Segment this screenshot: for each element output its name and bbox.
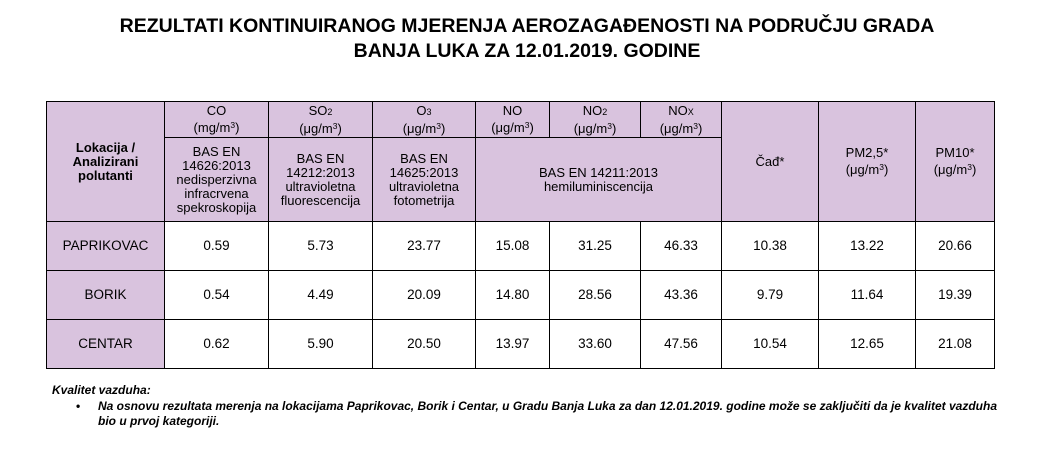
col-name: SO — [308, 102, 328, 118]
col-unit-sup: 3 — [879, 162, 884, 172]
value-cell: 28.56 — [550, 271, 641, 320]
method-line: fotometrija — [393, 192, 455, 208]
value-cell: 13.97 — [476, 320, 550, 369]
method-so2 — [269, 138, 373, 222]
col-unit: (μg/m — [933, 162, 968, 177]
value-cell: 20.66 — [916, 222, 995, 271]
value-cell: 5.73 — [269, 222, 373, 271]
value-cell: 21.08 — [916, 320, 995, 369]
col-header-nox — [641, 102, 722, 138]
value-cell: 33.60 — [550, 320, 641, 369]
value-cell: 11.64 — [819, 271, 916, 320]
method-line: 14625:2013 — [389, 164, 459, 180]
title-line-2: BANJA LUKA ZA 12.01.2019. GODINE — [353, 40, 701, 62]
col-unit-end: ) — [883, 162, 889, 177]
value-cell: 15.08 — [476, 222, 550, 271]
col-unit-sup: 3 — [607, 120, 612, 131]
col-name-sub: 2 — [327, 106, 333, 117]
value-cell: 0.59 — [165, 222, 269, 271]
col-unit-sup: 3 — [524, 120, 530, 130]
col-name: PM2,5* — [845, 145, 889, 160]
value-cell: 20.09 — [373, 271, 476, 320]
col-name-sub: X — [687, 106, 694, 117]
col-unit: (μg/m — [491, 120, 525, 135]
location-cell: PAPRIKOVAC — [47, 222, 165, 271]
col-header-pm25 — [819, 102, 916, 222]
col-unit-end: ) — [337, 120, 342, 136]
table-row — [47, 271, 995, 320]
col-name: O — [416, 102, 427, 118]
method-nox — [476, 138, 722, 222]
col-unit-sup: 3 — [332, 120, 338, 131]
col-unit-sup: 3 — [693, 120, 698, 131]
col-unit-sup: 3 — [436, 120, 441, 131]
col-unit: (μg/m — [299, 120, 333, 136]
title-line-1: REZULTATI KONTINUIRANOG MJERENJA AEROZAGAĐENOSTI NA PODRUČJU GRADA — [119, 15, 935, 37]
value-cell: 46.33 — [641, 222, 722, 271]
method-line: infracrvena — [184, 185, 249, 201]
col-name: PM10* — [935, 145, 975, 160]
col-header-pm10 — [916, 102, 995, 222]
value-cell: 19.39 — [916, 271, 995, 320]
value-cell: 20.50 — [373, 320, 476, 369]
col-name: CO — [206, 103, 227, 118]
page-title — [40, 14, 1014, 64]
corner-header — [47, 102, 165, 222]
value-cell: 10.54 — [722, 320, 819, 369]
corner-line: polutanti — [78, 167, 133, 183]
method-line: BAS EN 14211:2013 — [538, 164, 658, 180]
col-header-o3 — [373, 102, 476, 138]
col-header-co — [165, 102, 269, 138]
location-cell: BORIK — [47, 271, 165, 320]
value-cell: 0.62 — [165, 320, 269, 369]
measurement-table — [46, 101, 995, 369]
col-unit-end: ) — [971, 162, 977, 177]
col-unit: (μg/m — [845, 162, 880, 177]
value-cell: 0.54 — [165, 271, 269, 320]
method-line: ultravioletna — [285, 178, 356, 194]
value-cell: 31.25 — [550, 222, 641, 271]
col-name: NO — [502, 103, 523, 118]
note-text: Na osnovu rezultata merenja na lokacijama Paprikovac, Borik i Centar, u Gradu Banja Luka za dan 12.01.2019. godine može se zaključiti da je kvalitet vazduha bio u prvoj kategoriji. — [98, 399, 997, 428]
col-name: NO — [582, 102, 603, 118]
corner-line: Lokacija / — [75, 139, 136, 155]
col-unit-sup: 3 — [230, 120, 236, 130]
col-unit: (μg/m — [659, 120, 694, 136]
corner-line: Analizirani — [72, 153, 139, 169]
col-name-sub: 3 — [426, 106, 432, 117]
value-cell: 43.36 — [641, 271, 722, 320]
value-cell: 5.90 — [269, 320, 373, 369]
method-line: hemiluminiscencija — [543, 178, 654, 194]
method-co — [165, 138, 269, 222]
method-line: fluorescencija — [280, 192, 361, 208]
bullet: • — [76, 399, 81, 413]
method-line: nedisperzivna — [176, 171, 257, 187]
value-cell: 13.22 — [819, 222, 916, 271]
col-header-no — [476, 102, 550, 138]
method-line: ultravioletna — [388, 178, 460, 194]
method-line: 14212:2013 — [286, 164, 355, 180]
value-cell: 12.65 — [819, 320, 916, 369]
value-cell: 4.49 — [269, 271, 373, 320]
method-line: 14626:2013 — [182, 157, 251, 173]
col-unit-end: ) — [235, 120, 240, 135]
table-row — [47, 222, 995, 271]
col-name: Čađ* — [755, 153, 785, 169]
col-name-sub: 2 — [602, 106, 608, 117]
method-line: spekroskopija — [176, 199, 257, 215]
table-row — [47, 320, 995, 369]
method-o3 — [373, 138, 476, 222]
col-header-so2 — [269, 102, 373, 138]
col-header-cad — [722, 102, 819, 222]
col-unit-end: ) — [611, 120, 617, 136]
notes-heading: Kvalitet vazduha: — [52, 383, 151, 397]
table-body — [47, 222, 995, 369]
value-cell: 47.56 — [641, 320, 722, 369]
method-line: BAS EN — [296, 150, 345, 166]
col-unit-sup: 3 — [967, 162, 972, 172]
col-unit: (mg/m — [193, 120, 231, 135]
value-cell: 14.80 — [476, 271, 550, 320]
col-header-no2 — [550, 102, 641, 138]
col-unit: (μg/m — [402, 120, 437, 136]
value-cell: 23.77 — [373, 222, 476, 271]
value-cell: 9.79 — [722, 271, 819, 320]
col-unit: (μg/m — [573, 120, 608, 136]
method-line: BAS EN — [400, 150, 448, 166]
list-item — [52, 399, 1012, 429]
col-unit-end: ) — [529, 120, 534, 135]
col-unit-end: ) — [697, 120, 703, 136]
method-line: BAS EN — [192, 143, 241, 159]
location-cell: CENTAR — [47, 320, 165, 369]
col-unit-end: ) — [440, 120, 446, 136]
quality-notes — [52, 383, 1012, 429]
col-name: NO — [668, 102, 688, 118]
value-cell: 10.38 — [722, 222, 819, 271]
